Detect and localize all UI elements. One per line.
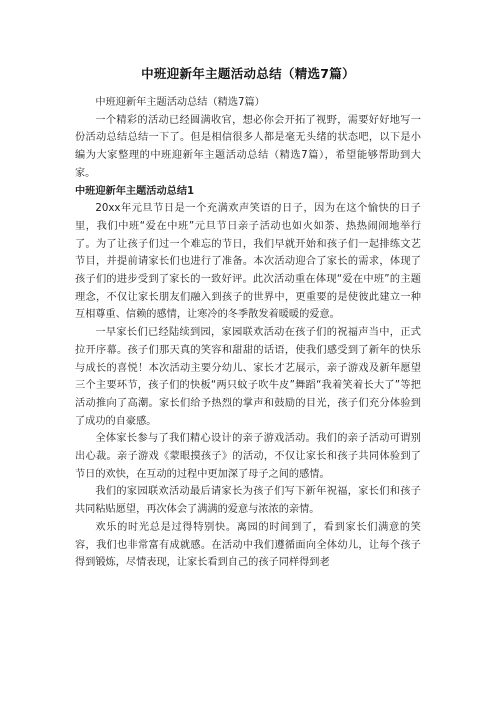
paragraph-2: 一早家长们已经陆续到园，家园联欢活动在孩子们的祝福声当中，正式拉开序幕。孩子们那天真的笑容和甜甜的话语，使我们感受到了新年的快乐与成长的喜悦！本次活动主要分幼儿、家长才艺展示，亲子游戏及新年愿望三个主要环节，孩子们的快板“两只蚊子吹牛皮”舞蹈“我着笑着长大了”等把活动推向了高潮。家长们给予热烈的掌声和鼓励的目光，孩子们充分体验到了成功的自豪感。 bbox=[75, 327, 421, 427]
paragraph-intro: 一个精彩的活动已经圆满收官，想必你会开拓了视野，需要好好地写一份活动总结总结一下了。但是相信很多人都是毫无头绪的状态吧，以下是小编为大家整理的中班迎新年主题活动总结（精选7篇），希望能够帮助到大家。 bbox=[75, 114, 421, 179]
paragraph-5: 欢乐的时光总是过得特别快。离园的时间到了，看到家长们满意的笑容，我们也非常富有成就感。在活动中我们遵循面向全体幼儿，让每个孩子得到锻炼，尽情表现，让家长看到自己的孩子同样得到老 bbox=[75, 521, 421, 569]
section-heading-1: 中班迎新年主题活动总结1 bbox=[75, 185, 195, 197]
document-body bbox=[75, 94, 421, 572]
paragraph-subtitle: 中班迎新年主题活动总结（精选7篇） bbox=[95, 97, 265, 108]
paragraph-3: 全体家长参与了我们精心设计的亲子游戏活动。我们的亲子活动可谓别出心裁。亲子游戏《蒙眼摸孩子》的活动，不仅让家长和孩子共同体验到了节日的欢快，在互动的过程中更加深了母子之间的感情。 bbox=[75, 433, 421, 480]
paragraph-4: 我们的家园联欢活动最后请家长为孩子们写下新年祝福，家长们和孩子共同粘贴愿望，再次体会了满满的爱意与浓浓的亲情。 bbox=[75, 486, 421, 516]
document-title: 中班迎新年主题活动总结（精选7篇） bbox=[141, 66, 355, 81]
paragraph-1: 20xx年元旦节日是一个充满欢声笑语的日子，因为在这个愉快的日子里，我们中班“爱在中班”元旦节日亲子活动也如火如荼、热热闹闹地举行了。为了让孩子们过一个难忘的节日，我们早就开始和孩子们一起排练文艺节目，并提前请家长们也进行了准备。本次活动迎合了家长的需求，体现了孩子们的进步受到了家长的一致好评。此次活动重在体现“爱在中班”的主题理念，不仅让家长朋友们融入到孩子的世界中，更重要的是使彼此建立一种互相尊重、信赖的感情，让寒冷的冬季散发着暖暖的爱意。 bbox=[75, 203, 421, 321]
